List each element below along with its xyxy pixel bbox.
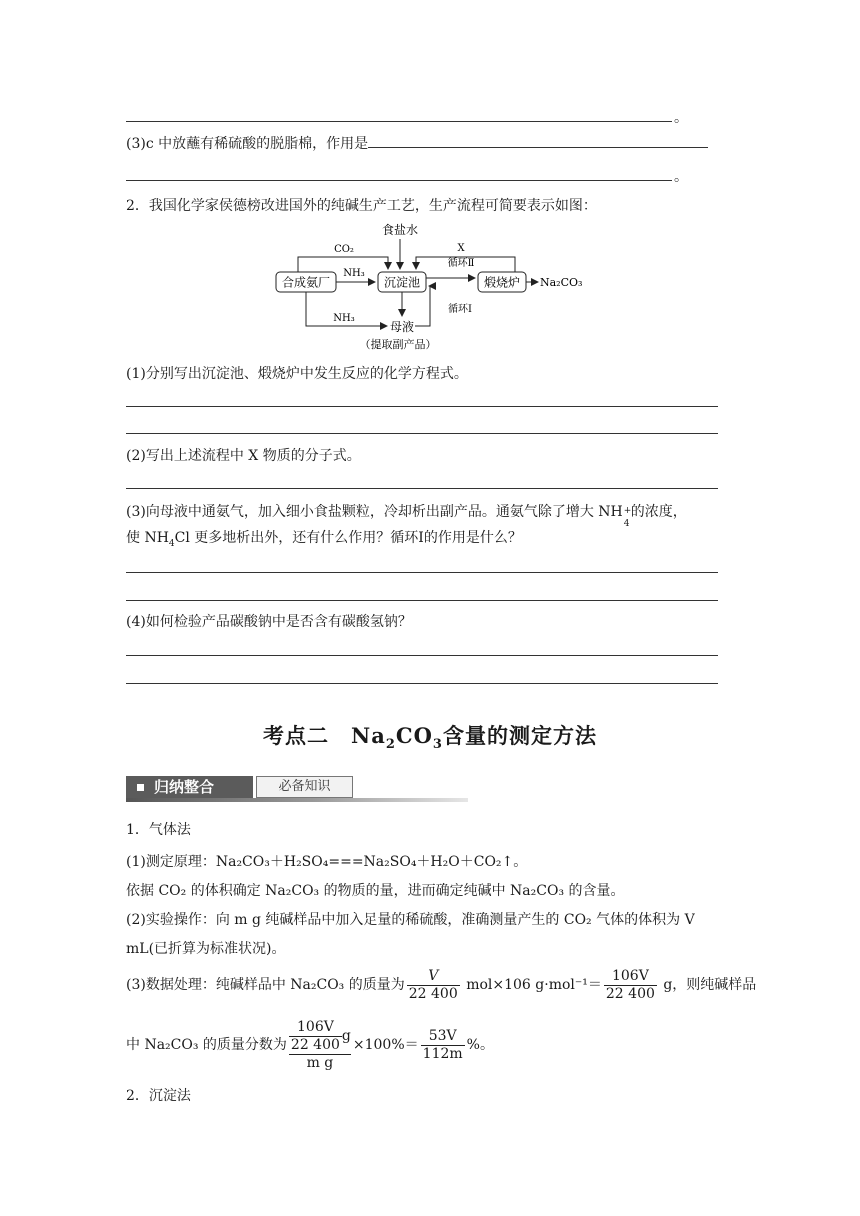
cycle-1-label: 循环Ⅰ <box>448 304 472 315</box>
answer-line <box>126 600 718 601</box>
banner-underline <box>126 798 468 802</box>
section-heading: 考点二 $Na_2CO_3$含量的测定方法 <box>263 723 597 753</box>
banner-summary: 归纳整合 <box>126 776 253 798</box>
answer-line <box>126 683 718 684</box>
answer-line <box>126 572 718 573</box>
question-2-part-3-line-1: (3)向母液中通氨气，加入细小食盐颗粒，冷却析出副产品。通氨气除了增大 NH + 4 的浓度， <box>126 504 687 529</box>
answer-line <box>126 433 718 434</box>
method-1-data-line-2: 中 Na₂CO₃ 的质量分数为 $\frac{106V}{22 400}$ g m g ×100%＝ $\frac{53V}{112m}$ %。 <box>126 1018 494 1071</box>
method-1-principle-desc: 依据 CO₂ 的体积确定 Na₂CO₃ 的物质的量，进而确定纯碱中 Na₂CO₃ 的含量。 <box>126 883 625 899</box>
question-3-text: (3)c 中放蘸有稀硫酸的脱脂棉，作用是 <box>126 134 708 154</box>
method-2-title: 2．沉淀法 <box>126 1088 191 1104</box>
input-brine-label: 食盐水 <box>381 223 419 237</box>
fraction-v-over-22400: $\frac{V}{22 400}$ <box>408 967 458 1002</box>
method-1-title: 1．气体法 <box>126 822 191 838</box>
question-2-part-2: (2)写出上述流程中 X 物质的分子式。 <box>126 448 361 464</box>
method-1-data-line-1: (3)数据处理：纯碱样品中 Na₂CO₃ 的质量为 $\frac{V}{22 400}$ mol×106 g·mol⁻¹＝ $\frac{106V}{22 400}$ g，则纯碱样品 <box>126 967 757 1002</box>
byproduct-label: （提取副产品） <box>359 338 437 351</box>
box-precipitation-tank-label: 沉淀池 <box>383 275 421 290</box>
co2-label: CO₂ <box>334 244 354 255</box>
box-calcining-furnace-label: 煅烧炉 <box>483 275 521 290</box>
product-label: Na₂CO₃ <box>540 276 583 289</box>
fraction-106v-over-22400: $\frac{106V}{22 400}$ <box>605 967 655 1002</box>
answer-line <box>126 655 718 656</box>
mother-liquor-label: 母液 <box>389 320 415 334</box>
section-banner <box>126 776 468 802</box>
answer-line <box>126 488 718 489</box>
cycle-2-label: 循环Ⅱ <box>447 258 475 269</box>
question-2-part-1: (1)分别写出沉淀池、煅烧炉中发生反应的化学方程式。 <box>126 366 468 382</box>
x-label: X <box>457 243 465 254</box>
box-ammonia-plant-label: 合成氨厂 <box>281 275 331 290</box>
nh3-top-label: NH₃ <box>343 268 365 279</box>
question-2-part-3-line-2: 使 $NH_4Cl$ 更多地析出外，还有什么作用？循环Ⅰ的作用是什么？ <box>126 530 522 549</box>
method-1-principle: (1)测定原理：Na₂CO₃＋H₂SO₄===Na₂SO₄＋H₂O＋CO₂↑。 <box>126 854 528 870</box>
fraction-53v-over-112m: $\frac{53V}{112m}$ <box>422 1027 463 1062</box>
answer-line <box>368 135 708 148</box>
flow-diagram <box>270 220 590 355</box>
answer-line <box>126 406 718 407</box>
square-bullet-icon <box>137 784 144 791</box>
fraction-mass-ratio: $\frac{106V}{22 400}$ g m g <box>290 1018 351 1071</box>
period-mark: 。 <box>674 110 688 126</box>
method-1-operation-line-2: mL(已折算为标准状况)。 <box>126 941 286 957</box>
nh3-bottom-label: NH₃ <box>333 313 355 324</box>
answer-line <box>126 121 672 122</box>
method-1-operation-line-1: (2)实验操作：向 m g 纯碱样品中加入足量的稀硫酸，准确测量产生的 CO₂ 气体的体积为 V <box>126 912 695 928</box>
question-2-part-4: (4)如何检验产品碳酸钠中是否含有碳酸氢钠？ <box>126 614 412 630</box>
banner-required-knowledge: 必备知识 <box>256 776 353 798</box>
answer-line <box>126 180 672 181</box>
question-2-intro: 2．我国化学家侯德榜改进国外的纯碱生产工艺，生产流程可简要表示如图： <box>126 198 597 214</box>
period-mark: 。 <box>674 169 688 185</box>
